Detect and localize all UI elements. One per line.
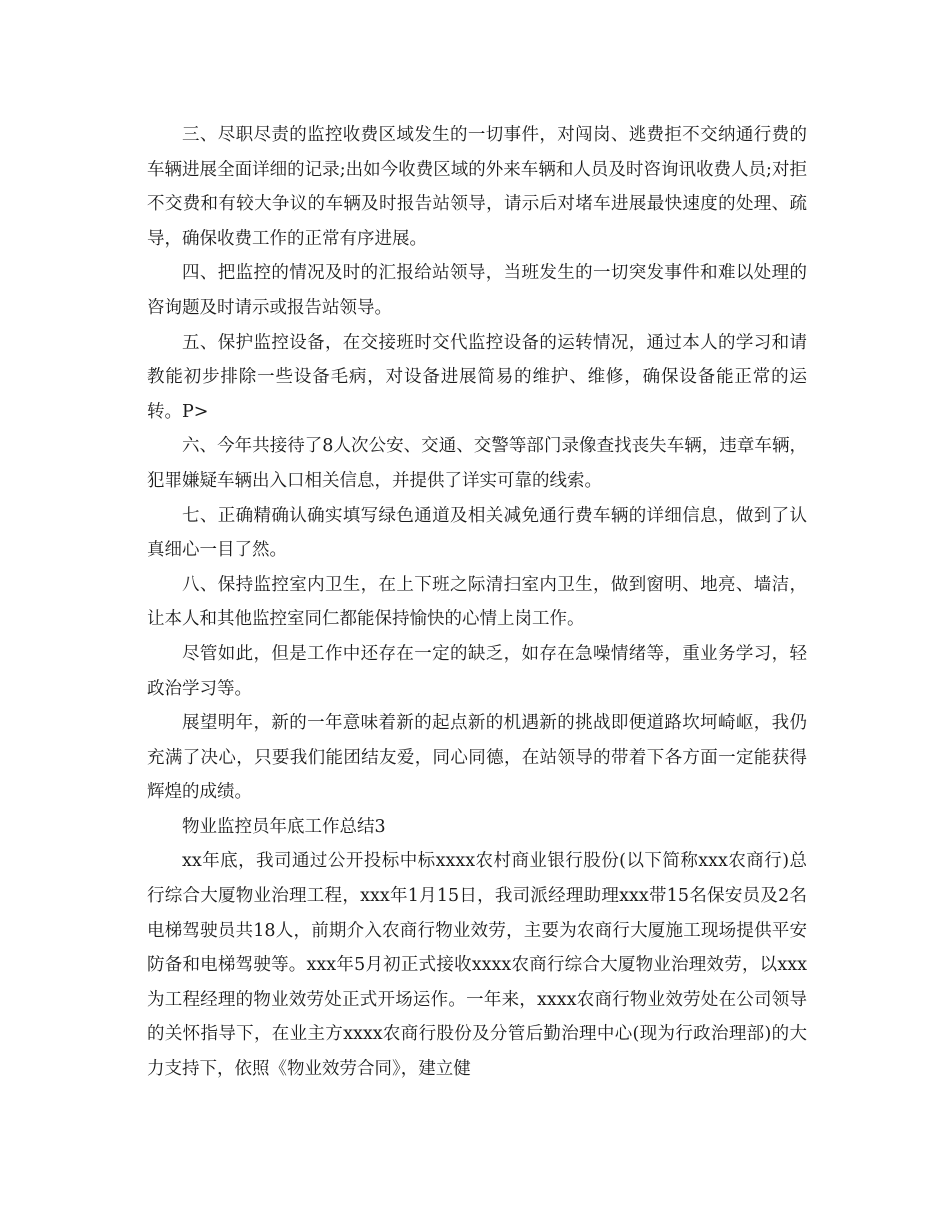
section-heading: 物业监控员年底工作总结3: [182, 816, 386, 837]
paragraph-section-3: 三、尽职尽责的监控收费区域发生的一切事件，对闯岗、逃费拒不交纳通行费的车辆进展全面详细的记录;出如今收费区域的外来车辆和人员及时咨询讯收费人员;对拒不交费和有较大争议的车辆及时报告站领导，请示后对堵车进展最快速度的处理、疏导，确保收费工作的正常有序进展。: [147, 125, 807, 249]
document-body: [147, 118, 807, 1087]
paragraph-section-8: 八、保持监控室内卫生，在上下班之际清扫室内卫生，做到窗明、地亮、墙洁，让本人和其他监控室同仁都能保持愉快的心情上岗工作。: [147, 574, 807, 630]
paragraph-section-5: 五、保护监控设备，在交接班时交代监控设备的运转情况，通过本人的学习和请教能初步排除一些设备毛病，对设备进展简易的维护、维修，确保设备能正常的运转。P>: [147, 332, 807, 422]
paragraph-outlook: 展望明年，新的一年意味着新的起点新的机遇新的挑战即便道路坎坷崎岖，我仍充满了决心，只要我们能团结友爱，同心同德，在站领导的带着下各方面一定能获得辉煌的成绩。: [147, 713, 807, 803]
paragraph-summary-intro: xx年底，我司通过公开投标中标xxxx农村商业银行股份(以下简称xxx农商行)总行综合大厦物业治理工程，xxx年1月15日，我司派经理助理xxx带15名保安员及2名电梯驾驶员共18人，前期介入农商行物业效劳，主要为农商行大厦施工现场提供平安防备和电梯驾驶等。xxx年5月初正式接收xxxx农商行综合大厦物业治理效劳，以xxx为工程经理的物业效劳处正式开场运作。一年来，xxxx农商行物业效劳处在公司领导的关怀指导下，在业主方xxxx农商行股份及分管后勤治理中心(现为行政治理部)的大力支持下，依照《物业效劳合同》，建立健: [147, 851, 807, 1080]
paragraph-section-7: 七、正确精确认确实填写绿色通道及相关减免通行费车辆的详细信息，做到了认真细心一目了然。: [147, 505, 807, 561]
paragraph-section-4: 四、把监控的情况及时的汇报给站领导，当班发生的一切突发事件和难以处理的咨询题及时请示或报告站领导。: [147, 263, 807, 318]
paragraph-section-6: 六、今年共接待了8人次公安、交通、交警等部门录像查找丧失车辆，违章车辆，犯罪嫌疑车辆出入口相关信息，并提供了详实可靠的线索。: [147, 436, 807, 491]
paragraph-shortcomings: 尽管如此，但是工作中还存在一定的缺乏，如存在急噪情绪等，重业务学习，轻政治学习等。: [147, 643, 807, 699]
